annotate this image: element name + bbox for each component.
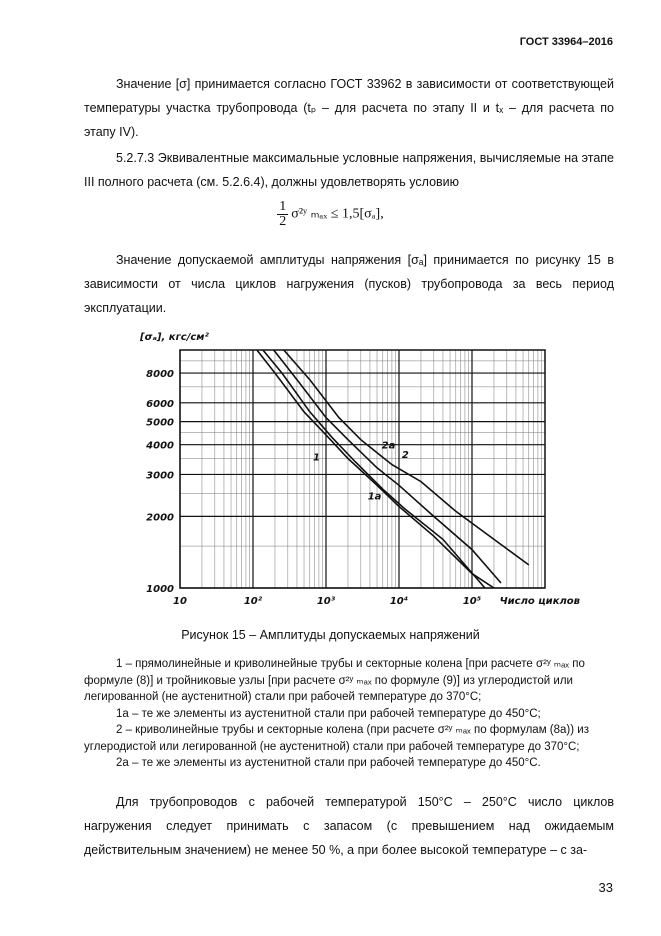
paragraph-allowable-stress	[84, 72, 614, 144]
x-tick-label: 10²	[243, 596, 263, 607]
paragraph-text: Значение [σ] принимается согласно ГОСТ 33962 в зависимости от соответствующей температуры участка трубопровода (tₚ – для расчета по этапу II и tₓ – для расчета по этапу IV).	[84, 77, 614, 139]
y-tick-label: 8000	[146, 369, 174, 381]
x-tick-label: 10	[173, 596, 187, 607]
figure-legend	[84, 656, 614, 772]
paragraph-amplitude	[84, 248, 614, 320]
x-tick-label: 10⁴	[389, 596, 409, 607]
legend-item-1: 1 – прямолинейные и криволинейные трубы и секторные колена [при расчете σ²ʸ ₘₐₓ по формуле (8)] и тройниковые узлы [при расчете σ²ʸ ₘₐₓ по формуле (9)] из углеродистой или легированной (не аустенитной) стали при рабочей температуре до 370°С;	[84, 658, 585, 703]
fraction-numerator: 1	[279, 199, 287, 214]
y-tick-label: 1000	[146, 584, 174, 595]
y-tick-label: 6000	[146, 398, 174, 410]
y-tick-label: 4000	[146, 440, 174, 452]
document-code: ГОСТ 33964–2016	[519, 36, 613, 48]
series-line-1	[259, 345, 485, 588]
series-label-1a: 1a	[367, 491, 382, 503]
figure-caption: Рисунок 15 – Амплитуды допускаемых напряжений	[181, 628, 480, 642]
fraction	[277, 200, 288, 229]
series-label-2: 2	[401, 449, 409, 461]
fraction-denominator: 2	[279, 214, 287, 229]
page-number: 33	[598, 880, 613, 895]
y-axis-label: [σₐ], кгс/см²	[140, 332, 209, 343]
stress-condition-formula	[0, 200, 661, 229]
fatigue-chart	[120, 320, 580, 620]
formula-body: σ²ʸ ₘₐₓ ≤ 1,5[σₐ],	[291, 206, 384, 222]
series-label-2a: 2a	[381, 440, 396, 452]
legend-item-2a: 2а – те же элементы из аустенитной стали при рабочей температуре до 450°С.	[116, 757, 541, 769]
legend-item-2: 2 – криволинейные трубы и секторные колена (при расчете σ²ʸ ₘₐₓ по формулам (8а)) из углеродистой или легированной (не аустенитной) стали при рабочей температуре до 370°С;	[84, 724, 589, 753]
series-line-1a	[253, 345, 494, 588]
paragraph-text: Для трубопроводов с рабочей температурой 150°С – 250°С число циклов нагружения следует принимать с запасом (с превышением над ожидаемым действительным значением) не менее 50 %, а при более высокой температуре – с за-	[84, 795, 614, 857]
x-tick-label: 10³	[316, 596, 336, 607]
x-axis-label: Число циклов	[499, 596, 580, 607]
series-line-2	[270, 345, 501, 583]
y-tick-label: 5000	[146, 417, 174, 429]
y-tick-label: 3000	[146, 470, 174, 482]
legend-item-1a: 1а – те же элементы из аустенитной стали при рабочей температуре до 450°С;	[116, 707, 541, 720]
paragraph-text: Значение допускаемой амплитуды напряжения [σₐ] принимается по рисунку 15 в зависимости от числа циклов нагружения (пусков) трубопровода за весь период эксплуатации.	[84, 253, 614, 315]
paragraph-text: 5.2.7.3 Эквивалентные максимальные условные напряжения, вычисляемые на этапе III полного расчета (см. 5.2.6.4), должны удовлетворять условию	[84, 151, 614, 189]
x-tick-label: 10⁵	[462, 596, 482, 607]
series-label-1: 1	[313, 452, 320, 464]
y-tick-label: 2000	[146, 512, 174, 524]
paragraph-temperature	[84, 790, 614, 862]
chart-svg	[120, 320, 580, 620]
paragraph-5-2-7-3	[84, 146, 614, 194]
